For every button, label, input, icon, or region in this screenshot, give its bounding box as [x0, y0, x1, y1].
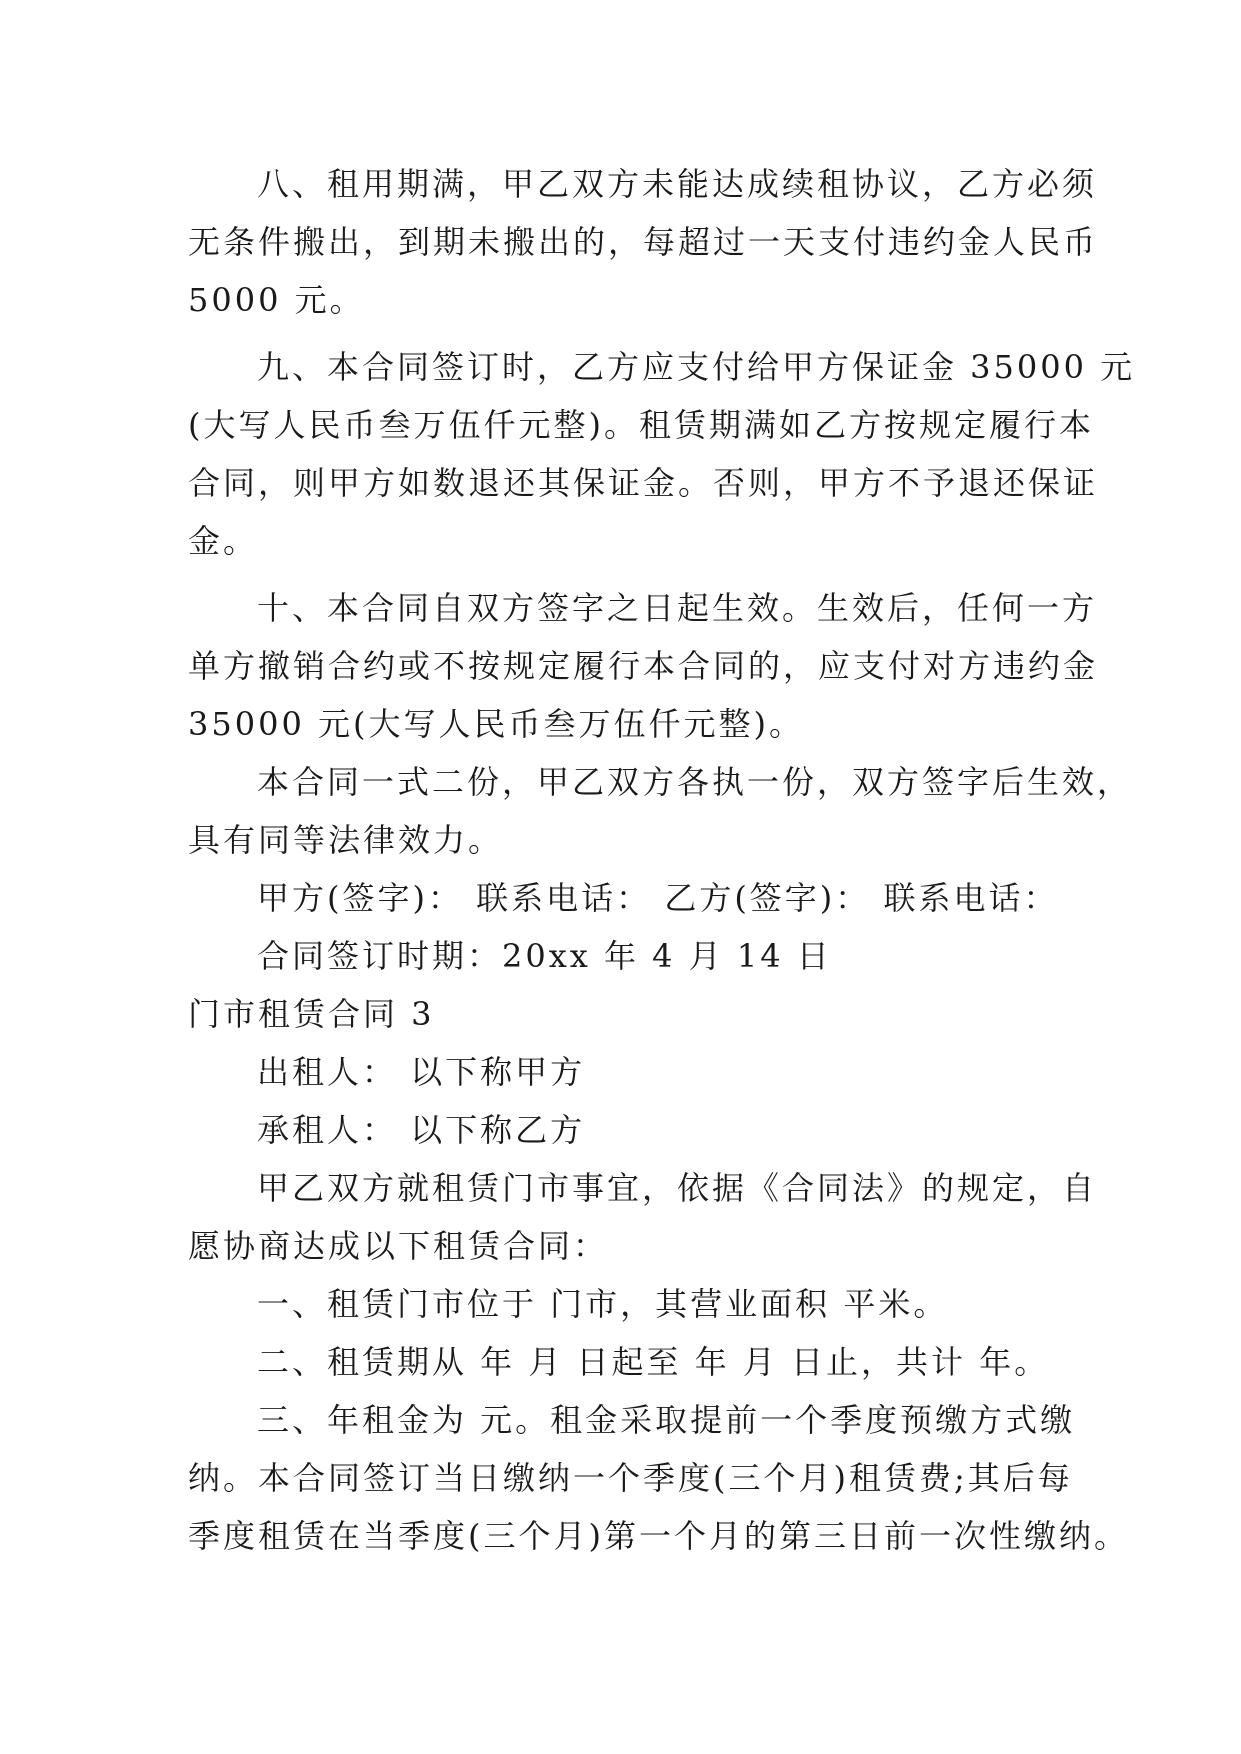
clause-3-line-2: 纳。本合同签订当日缴纳一个季度(三个月)租赁费;其后每: [188, 1459, 1073, 1497]
paragraph-9-line-2: (大写人民币叁万伍仟元整)。租赁期满如乙方按规定履行本: [188, 406, 1094, 444]
lessor-line: 出租人： 以下称甲方: [257, 1053, 586, 1091]
copies-clause-line-2: 具有同等法律效力。: [188, 821, 504, 859]
paragraph-9-line-1: 九、本合同签订时，乙方应支付给甲方保证金 35000 元: [257, 348, 1136, 386]
clause-3-line-1: 三、年租金为 元。租金采取提前一个季度预缴方式缴: [257, 1401, 1076, 1439]
signature-line: 甲方(签字)： 联系电话： 乙方(签字)： 联系电话：: [257, 879, 1059, 917]
preamble-line-1: 甲乙双方就租赁门市事宜，依据《合同法》的规定，自: [257, 1169, 1098, 1207]
paragraph-8-line-2: 无条件搬出，到期未搬出的，每超过一天支付违约金人民币: [188, 223, 1099, 261]
paragraph-9-line-3: 合同，则甲方如数退还其保证金。否则，甲方不予退还保证: [188, 464, 1099, 502]
clause-3-line-3: 季度租赁在当季度(三个月)第一个月的第三日前一次性缴纳。: [188, 1517, 1129, 1555]
paragraph-10-line-3: 35000 元(大写人民币叁万伍仟元整)。: [188, 705, 804, 743]
contract-3-title: 门市租赁合同 3: [188, 995, 435, 1033]
clause-1-line: 一、租赁门市位于 门市，其营业面积 平米。: [257, 1285, 949, 1323]
clause-2-line: 二、租赁期从 年 月 日起至 年 月 日止，共计 年。: [257, 1343, 1050, 1381]
preamble-line-2: 愿协商达成以下租赁合同：: [188, 1227, 609, 1265]
paragraph-9-line-4: 金。: [188, 522, 259, 560]
lessee-line: 承租人： 以下称乙方: [257, 1111, 586, 1149]
paragraph-8-line-3: 5000 元。: [188, 281, 365, 319]
signing-date-line: 合同签订时期：20xx 年 4 月 14 日: [257, 937, 832, 975]
paragraph-8-line-1: 八、租用期满，甲乙双方未能达成续租协议，乙方必须: [257, 165, 1098, 203]
copies-clause-line-1: 本合同一式二份，甲乙双方各执一份，双方签字后生效，: [257, 763, 1133, 801]
paragraph-10-line-1: 十、本合同自双方签字之日起生效。生效后，任何一方: [257, 589, 1098, 627]
paragraph-10-line-2: 单方撤销合约或不按规定履行本合同的，应支付对方违约金: [188, 647, 1099, 685]
